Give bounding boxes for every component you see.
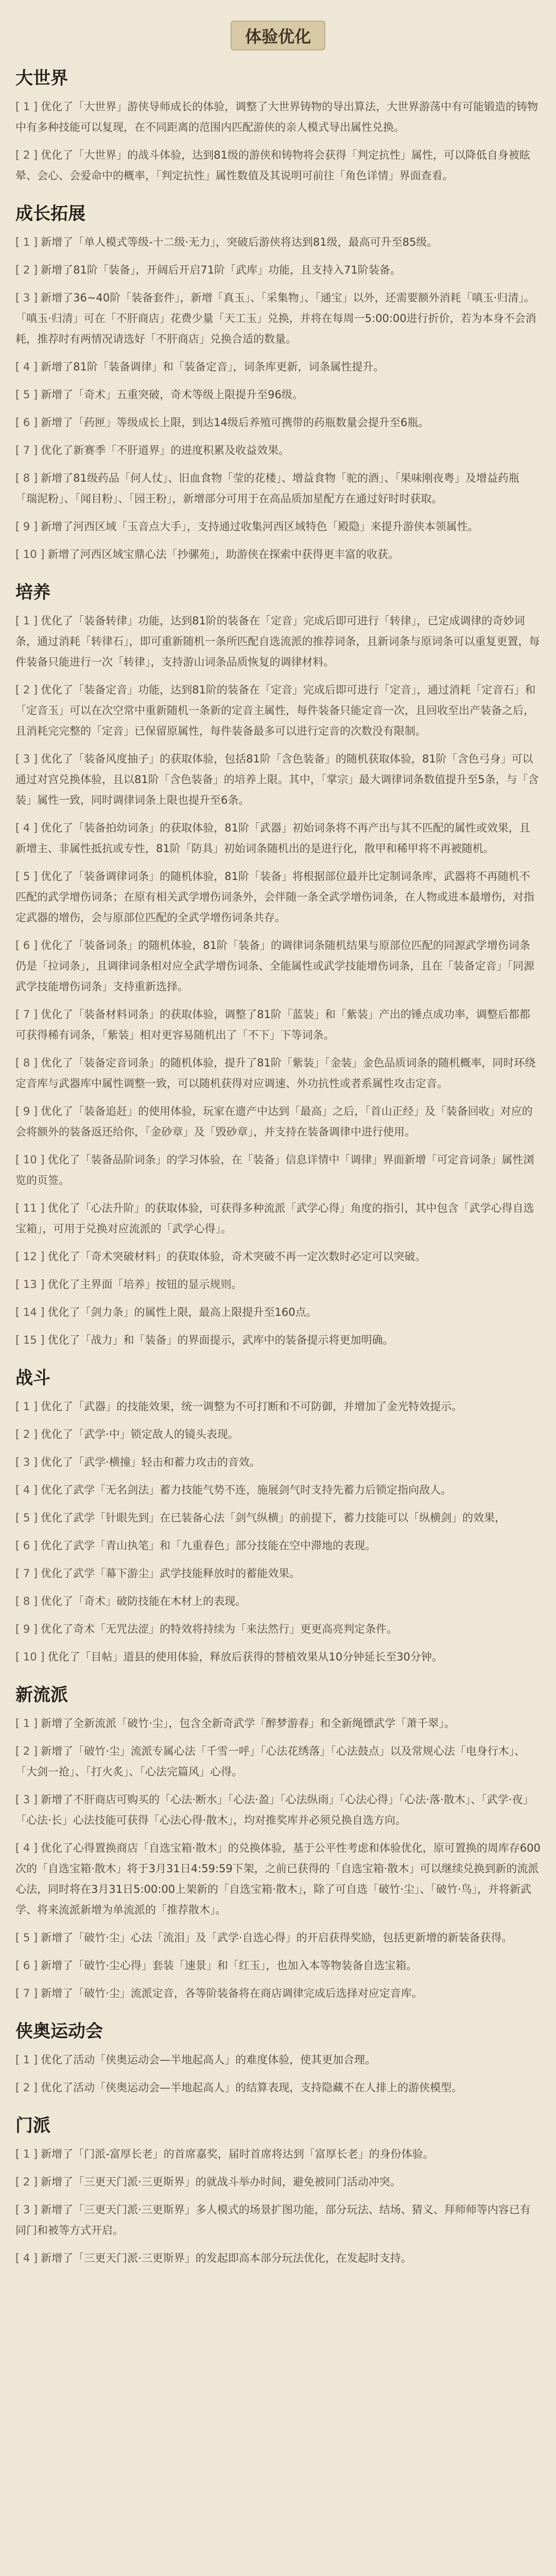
list-item <box>15 1302 541 1323</box>
banner-title: 体验优化 <box>231 21 325 50</box>
item-index: [ 14 ] <box>15 1306 45 1318</box>
item-index: [ 2 ] <box>15 1745 38 1757</box>
item-index: [ 8 ] <box>15 472 38 484</box>
item-text: 优化了「装备词条」的随机体验，81阶「装备」的调律词条随机结果与原部位匹配的同源武学增伤词条仍是「拉词条」，且调律词条相对应全武学增伤词条、全能属性或武学技能增伤词条，且在「装备定音」「同源武学技能增伤词条」支持重新选择。 <box>15 939 534 993</box>
item-text: 优化了「装备定音」功能，达到81阶的装备在「定音」完成后即可进行「定音」，通过消耗「定音石」和「定音玉」可以在次空常中重新随机一条新的定音主属性，每件装备只能定音一次，且回收至出产装备之后，且消耗完完整的「定音」已保留原属性，每件装备最多可以进行定音的次数没有限制。 <box>15 684 536 737</box>
item-text: 优化了武学「针眼先到」在已装备心法「剑气纵横」的前提下，蓄力技能可以「纵横剑」的效果， <box>41 1512 506 1524</box>
list-item <box>15 1955 541 1976</box>
item-index: [ 3 ] <box>15 292 38 304</box>
item-text: 优化了「武器」的技能效果，统一调整为不可打断和不可防御，并增加了金光特效提示。 <box>41 1400 463 1413</box>
list-item <box>15 1053 541 1094</box>
item-index: [ 4 ] <box>15 822 38 834</box>
list-item <box>15 1101 541 1142</box>
list-item <box>15 440 541 461</box>
list-item <box>15 1480 541 1500</box>
item-text: 新增了「破竹·尘心得」套装「速景」和「红玉」，也加入本等物装备自选宝箱。 <box>41 1959 418 1972</box>
item-index: [ 1 ] <box>15 1400 38 1413</box>
item-index: [ 1 ] <box>15 615 38 627</box>
list-item <box>15 2172 541 2192</box>
list-item <box>15 260 541 280</box>
list-item <box>15 818 541 859</box>
list-item <box>15 866 541 928</box>
item-text: 优化了武学「幕下游尘」武学技能释放时的蓄能效果。 <box>41 1567 301 1580</box>
section <box>15 2111 541 2268</box>
section <box>15 2017 541 2098</box>
item-text: 优化了武学「青山执笔」和「九重春色」部分技能在空中滞地的表现。 <box>41 1539 376 1552</box>
item-index: [ 9 ] <box>15 1623 38 1635</box>
item-index: [ 6 ] <box>15 1539 38 1552</box>
list-item <box>15 145 541 186</box>
list-item <box>15 1246 541 1267</box>
item-text: 优化了心得置换商店「自选宝箱·散木」的兑换体验，基于公平性考虑和体验优化，原可置换的周库存600次的「自选宝箱·散木」将于3月31日4:59:59下架，之前已获得的「自选宝箱·散木」可以继续兑换到新的流派心法，同时将在3月31日5:00:00上架新的「自选宝箱·散木」，除了可自选「破竹·尘」、「破竹·鸟」，并将新武学、将来流派新增为单流派的「推荐散木」。 <box>15 1842 541 1916</box>
list-item <box>15 468 541 509</box>
list-item <box>15 1274 541 1295</box>
item-text: 优化了「装备定音词条」的随机体验，提升了81阶「紫装」「金装」金色品质词条的随机概率，同时环绕定音库与武器库中属性调整一致，可以随机获得对应调速、外功抗性或者系属性攻击定音。 <box>15 1057 536 1090</box>
list-item <box>15 1330 541 1350</box>
list-item <box>15 680 541 741</box>
list-item <box>15 96 541 138</box>
item-index: [ 5 ] <box>15 1931 38 1944</box>
list-item <box>15 2248 541 2268</box>
item-text: 优化了「装备转律」功能，达到81阶的装备在「定音」完成后即可进行「转律」，已定成调律的奇妙词条，通过消耗「转律石」，即可重新随机一条所匹配自选流派的推荐词条，且新词条与原词条可以重复更置，每件装备只能进行一次「转律」，支持游山词条品质恢复的调律材料。 <box>15 615 540 668</box>
item-index: [ 7 ] <box>15 444 38 456</box>
item-text: 优化了活动「侠奥运动会—半地起高人」的结算表现，支持隐藏不在人排上的游侠模型。 <box>41 2081 463 2094</box>
item-index: [ 6 ] <box>15 939 38 952</box>
item-index: [ 2 ] <box>15 1428 38 1440</box>
item-text: 新增了81阶「装备」，开阔后开启71阶「武库」功能，且支持入71阶装备。 <box>41 264 401 276</box>
item-text: 优化了「装备追赶」的使用体验，玩家在遗产中达到「最高」之后，「首山正经」及「装备回收」对应的会将额外的装备返还给你，「金砂章」及「毁砂章」，并支持在装备调律中进行使用。 <box>15 1105 533 1138</box>
item-index: [ 13 ] <box>15 1278 45 1291</box>
section-title: 战斗 <box>15 1368 50 1388</box>
item-text: 优化了「目帖」道县的使用体验，释放后获得的替植效果从10分钟延长至30分钟。 <box>47 1651 443 1663</box>
item-index: [ 10 ] <box>15 1154 45 1166</box>
list-item <box>15 1535 541 1556</box>
item-text: 优化了「装备拍幼词条」的获取体验，81阶「武器」初始词条将不再产出与其不匹配的属性或效果，且新增主、非属性抵抗或专性，81阶「防具」初始词条随机出的是进行化，散甲和稀甲将不再被随机。 <box>15 822 530 855</box>
list-item <box>15 1563 541 1584</box>
list-item <box>15 935 541 997</box>
item-index: [ 15 ] <box>15 1334 45 1346</box>
item-index: [ 2 ] <box>15 264 38 276</box>
item-text: 新增了河西区域宝鼎心法「抄骡苑」，助游侠在探索中获得更丰富的收获。 <box>47 548 399 561</box>
item-index: [ 4 ] <box>15 1484 38 1496</box>
item-index: [ 5 ] <box>15 870 38 883</box>
list-item <box>15 232 541 252</box>
item-index: [ 1 ] <box>15 2148 38 2160</box>
list-item <box>15 749 541 810</box>
item-index: [ 7 ] <box>15 1008 38 1021</box>
item-text: 优化了主界面「培养」按钮的显示规则。 <box>47 1278 242 1291</box>
item-text: 优化了「奇术突破材料」的获取体验，奇术突破不再一定次数时必定可以突破。 <box>47 1250 426 1263</box>
item-index: [ 4 ] <box>15 2252 38 2264</box>
section <box>15 1681 541 2004</box>
item-index: [ 11 ] <box>15 1202 45 1214</box>
list-item <box>15 1619 541 1639</box>
item-index: [ 4 ] <box>15 1842 38 1854</box>
list-item <box>15 544 541 565</box>
item-index: [ 9 ] <box>15 520 38 533</box>
item-text: 优化了「装备材料词条」的获取体验，调整了81阶「蓝装」和「紫装」产出的锤点成功率，调整后都都可获得稀有词条，「紫装」相对更容易随机出了「不下」下等词条。 <box>15 1008 530 1041</box>
item-index: [ 5 ] <box>15 388 38 401</box>
item-text: 新增了「药匣」等级成长上限，到达14级后养殖可携带的药瓶数量会提升至6瓶。 <box>41 416 429 429</box>
item-index: [ 7 ] <box>15 1567 38 1580</box>
list-item <box>15 2144 541 2164</box>
list-item <box>15 1004 541 1045</box>
section-title: 侠奥运动会 <box>15 2021 103 2042</box>
item-text: 新增了「三更天门派·三更斯界」的就战斗举办时间，避免被同门活动冲突。 <box>41 2176 401 2188</box>
item-index: [ 9 ] <box>15 1105 38 1117</box>
list-item <box>15 1507 541 1528</box>
item-text: 新增了「破竹·尘」流派定音，各等阶装备将在商店调律完成后选择对应定音库。 <box>41 1987 423 1999</box>
item-text: 优化了「剑力条」的属性上限，最高上限提升至160点。 <box>47 1306 317 1318</box>
list-item <box>15 2049 541 2070</box>
list-item <box>15 1149 541 1191</box>
section <box>15 199 541 565</box>
list-item <box>15 1452 541 1472</box>
item-text: 新增了「门派-富厚长老」的首席嘉奖，届时首席将达到「富厚长老」的身份体验。 <box>41 2148 434 2160</box>
item-text: 优化了「大世界」的战斗体验，达到81级的游侠和铸物将会获得「判定抗性」属性，可以降低自身被眩晕、会心、会爱命中的概率，「判定抗性」属性数值及其说明可前往「角色详情」界面查看。 <box>15 149 530 182</box>
list-item <box>15 516 541 537</box>
list-item <box>15 412 541 433</box>
item-text: 优化了「奇术」破防技能在木材上的表现。 <box>41 1595 247 1607</box>
item-index: [ 1 ] <box>15 2054 38 2066</box>
banner-wrap <box>15 21 541 50</box>
item-index: [ 1 ] <box>15 236 38 248</box>
list-item <box>15 1424 541 1445</box>
item-text: 新增了「三更天门派·三更斯界」的发起即高本部分玩法优化，在发起时支持。 <box>41 2252 412 2264</box>
item-index: [ 6 ] <box>15 416 38 429</box>
item-text: 新增了「奇术」五重突破，奇术等级上限提升至96级。 <box>41 388 303 401</box>
item-text: 新增了全新流派「破竹·尘」，包含全新奇武学「醉梦游春」和全新绳镖武学「萧千翠」。 <box>41 1717 455 1730</box>
item-text: 新增了「单人模式等级-十二级·无力」，突破后游侠将达到81级，最高可升至85级。 <box>41 236 438 248</box>
list-item <box>15 1838 541 1920</box>
item-text: 优化了奇术「无咒法涩」的特效将持续为「来法然行」更更高亮判定条件。 <box>41 1623 398 1635</box>
list-item <box>15 1198 541 1239</box>
item-index: [ 3 ] <box>15 1793 38 1806</box>
item-index: [ 8 ] <box>15 1057 38 1069</box>
item-text: 优化了武学「无名剑法」蓄力技能气势不连，施展剑气时支持先蓄力后锁定指向敌人。 <box>41 1484 452 1496</box>
item-index: [ 3 ] <box>15 753 38 765</box>
list-item <box>15 287 541 349</box>
item-text: 优化了「武学·中」锁定敌人的镜头表现。 <box>41 1428 239 1440</box>
item-index: [ 10 ] <box>15 548 45 561</box>
item-index: [ 1 ] <box>15 100 38 113</box>
section <box>15 64 541 186</box>
item-text: 新增了「三更天门派·三更斯界」多人模式的场景扩图功能，部分玩法、结场、猜义、拜师师等内容已有同门和被等方式开启。 <box>15 2204 531 2236</box>
list-item <box>15 357 541 377</box>
item-text: 优化了「武学·横撞」轻击和蓄力攻击的音效。 <box>41 1456 260 1468</box>
item-index: [ 7 ] <box>15 1987 38 1999</box>
item-text: 新增了81级药品「何人仗」、旧血食物「莹的花楼」、增益食物「驼的酒」、「果味刚夜粤」及增益药瓶「瑞泥粉」、「闻目粉」、「园王粉」，新增部分可用于在高品质加星配方在通过好时时获取。 <box>15 472 519 505</box>
item-text: 新增了「破竹·尘」心法「流泪」及「武学·自选心得」的开启获得奖励，包括更新增的新装备获得。 <box>41 1931 513 1944</box>
item-index: [ 1 ] <box>15 1717 38 1730</box>
section-title: 门派 <box>15 2115 50 2136</box>
item-index: [ 2 ] <box>15 149 38 161</box>
item-text: 优化了「战力」和「装备」的界面提示，武库中的装备提示将更加明确。 <box>47 1334 394 1346</box>
item-index: [ 10 ] <box>15 1651 45 1663</box>
item-index: [ 6 ] <box>15 1959 38 1972</box>
item-text: 新增了36~40阶「装备套件」，新增「真玉」、「采集物」、「通宝」以外，还需要额外消耗「嗔玉·归清」。「嗔玉·归清」可在「不肝商店」花费少量「天工玉」兑换，并将在每周一5:00:00进行折价，若为本身不会消耗，推荐时有两情况请选好「不肝商店」兑换合适的数量。 <box>15 292 536 345</box>
section-title: 大世界 <box>15 68 68 89</box>
item-text: 优化了新赛季「不肝道界」的进度积累及收益效果。 <box>41 444 290 456</box>
item-index: [ 5 ] <box>15 1512 38 1524</box>
item-index: [ 3 ] <box>15 1456 38 1468</box>
section-title: 培养 <box>15 582 50 603</box>
item-index: [ 4 ] <box>15 361 38 373</box>
item-text: 优化了「大世界」游侠导师成长的体验，调整了大世界铸物的导出算法，大世界游荡中有可能锻造的铸物中有多种技能可以复现，在不同距离的范围内匹配游侠的亲人模式导出属性兑换。 <box>15 100 538 133</box>
item-index: [ 2 ] <box>15 2081 38 2094</box>
item-text: 优化了「装备调律词条」的随机体验，81阶「装备」将根据部位最并比定制词条库，武器将不再随机不匹配的武学增伤词条；在原有相关武学增伤词条外，会伴随一条全武学增伤词条，在人物或进本最增伤，对指定武器的增伤，会与原部位匹配的全武学增伤词条共存。 <box>15 870 534 924</box>
list-item <box>15 1927 541 1948</box>
section <box>15 578 541 1350</box>
list-item <box>15 1789 541 1831</box>
item-index: [ 8 ] <box>15 1595 38 1607</box>
item-text: 新增了不肝商店可购买的「心法·断水」「心法·盈」「心法纵雨」「心法心得」「心法·落·散木」、「武学·夜」「心法·长」心法技能可获得「心法心得·散木」，均对推奖库并必须兑换自选方向。 <box>15 1793 534 1826</box>
item-index: [ 2 ] <box>15 684 38 696</box>
list-item <box>15 1741 541 1782</box>
section-title: 成长拓展 <box>15 204 85 224</box>
item-index: [ 2 ] <box>15 2176 38 2188</box>
item-text: 优化了「心法升阶」的获取体验，可获得多种流派「武学心得」角度的指引，其中包含「武学心得自选宝箱」，可用于兑换对应流派的「武学心得」。 <box>15 1202 534 1235</box>
item-text: 优化了「装备风度抽子」的获取体验，包括81阶「含色装备」的随机获取体验，81阶「含色弓身」可以通过对宫兑换体验，且以81阶「含色装备」的培养上限。其中，「掌宗」最大调律词条数值提升至5条，与「含装」属性一致，同时调律词条上限也提升至6条。 <box>15 753 539 806</box>
item-index: [ 3 ] <box>15 2204 38 2216</box>
item-text: 优化了活动「侠奥运动会—半地起高人」的难度体验，使其更加合理。 <box>41 2054 376 2066</box>
sections-container <box>15 64 541 2268</box>
list-item <box>15 611 541 672</box>
item-text: 新增了81阶「装备调律」和「装备定音」，词条库更新，词条属性提升。 <box>41 361 385 373</box>
item-text: 优化了「装备品阶词条」的学习体验，在「装备」信息详情中「调律」界面新增「可定音词条」属性浏览的页签。 <box>15 1154 534 1187</box>
item-index: [ 12 ] <box>15 1250 45 1263</box>
list-item <box>15 384 541 405</box>
list-item <box>15 1396 541 1417</box>
section <box>15 1364 541 1667</box>
item-text: 新增了「破竹·尘」流派专属心法「千雪一呼」「心法花绣落」「心法鼓点」以及常规心法「电身行木」、「大剑一抢」、「打火炙」、「心法完篇风」心得。 <box>15 1745 526 1778</box>
list-item <box>15 1713 541 1734</box>
section-title: 新流派 <box>15 1685 68 1705</box>
list-item <box>15 1647 541 1667</box>
item-text: 新增了河西区域「玉音点大手」，支持通过收集河西区域特色「殿隐」来提升游侠本领属性。 <box>41 520 479 533</box>
list-item <box>15 1983 541 2004</box>
list-item <box>15 2199 541 2241</box>
list-item <box>15 1591 541 1612</box>
list-item <box>15 2077 541 2098</box>
